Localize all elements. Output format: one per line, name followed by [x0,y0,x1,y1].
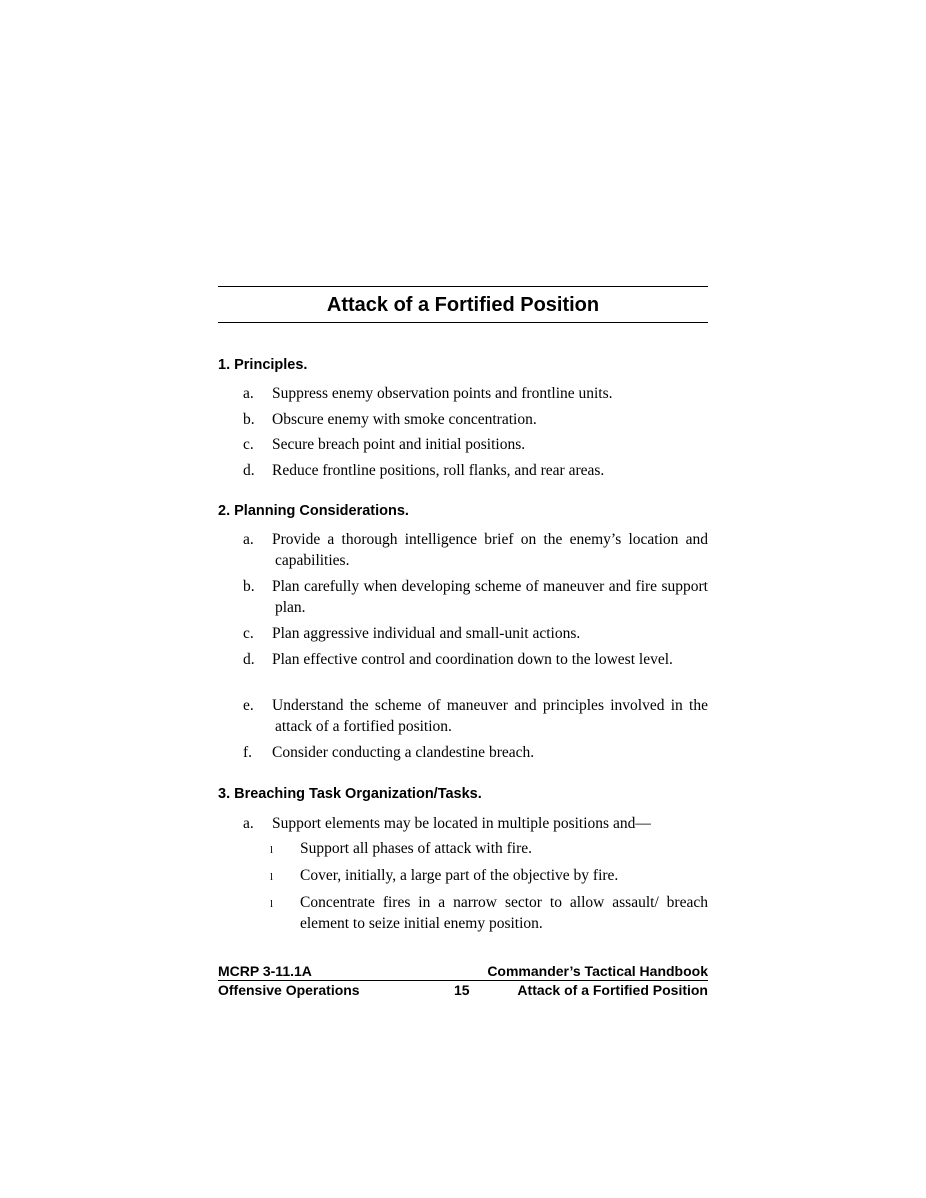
section-heading-principles: 1. Principles. [218,357,308,373]
bullet-item [270,839,708,860]
bullet-mark: l [270,844,274,856]
list-item [243,814,708,835]
page-title: Attack of a Fortified Position [326,294,600,316]
item-letter: b. [243,578,255,595]
item-letter: b. [243,411,255,428]
item-text: Provide a thorough intelligence brief on the enemy’s location and capabilities. [272,531,708,569]
footer-chapter: Offensive Operations [218,982,360,998]
item-letter: a. [243,385,254,402]
list-item [243,650,708,671]
section-heading-breaching: 3. Breaching Task Organization/Tasks. [218,786,482,802]
bullet-text: Support all phases of attack with fire. [300,840,533,857]
item-text: Obscure enemy with smoke concentration. [272,411,537,428]
title-block [218,286,708,323]
bullet-mark: l [270,898,274,910]
item-text: Suppress enemy observation points and frontline units. [272,385,613,402]
bullet-text: Concentrate fires in a narrow sector to allow assault/ breach element to seize initial enemy position. [300,894,708,932]
item-letter: f. [243,744,253,761]
list-item [243,410,708,431]
footer-section-title: Attack of a Fortified Position [517,982,708,998]
list-item [243,461,708,482]
list-item [243,435,708,456]
item-text: Secure breach point and initial positions. [272,436,526,453]
list-item [243,577,708,618]
footer-handbook: Commander’s Tactical Handbook [487,963,708,979]
footer-bottom-row [218,982,708,999]
item-text: Plan aggressive individual and small-unit actions. [272,625,581,642]
section-heading-planning: 2. Planning Considerations. [218,503,409,519]
item-letter: e. [243,697,254,714]
page-number: 15 [454,982,470,998]
item-text: Plan carefully when developing scheme of maneuver and fire support plan. [272,578,708,616]
item-text: Plan effective control and coordination down to the lowest level. [272,651,673,668]
list-item [243,743,708,764]
item-letter: c. [243,436,254,453]
item-letter: a. [243,815,254,832]
bullet-text: Cover, initially, a large part of the objective by fire. [300,867,619,884]
item-text: Reduce frontline positions, roll flanks, and rear areas. [272,462,605,479]
footer-publication: MCRP 3-11.1A [218,963,312,979]
item-letter: d. [243,462,255,479]
bullet-item [270,866,708,887]
item-letter: c. [243,625,254,642]
footer-top-row [218,963,708,981]
list-item [243,696,708,737]
list-item [243,624,708,645]
bullet-mark: l [270,871,274,883]
item-text: Consider conducting a clandestine breach. [272,744,535,761]
list-item [243,384,708,405]
item-letter: d. [243,651,255,668]
item-text: Support elements may be located in multiple positions and— [272,815,651,832]
list-item [243,530,708,571]
item-text: Understand the scheme of maneuver and principles involved in the attack of a fortified position. [272,697,708,735]
bullet-item [270,893,708,934]
item-letter: a. [243,531,254,548]
